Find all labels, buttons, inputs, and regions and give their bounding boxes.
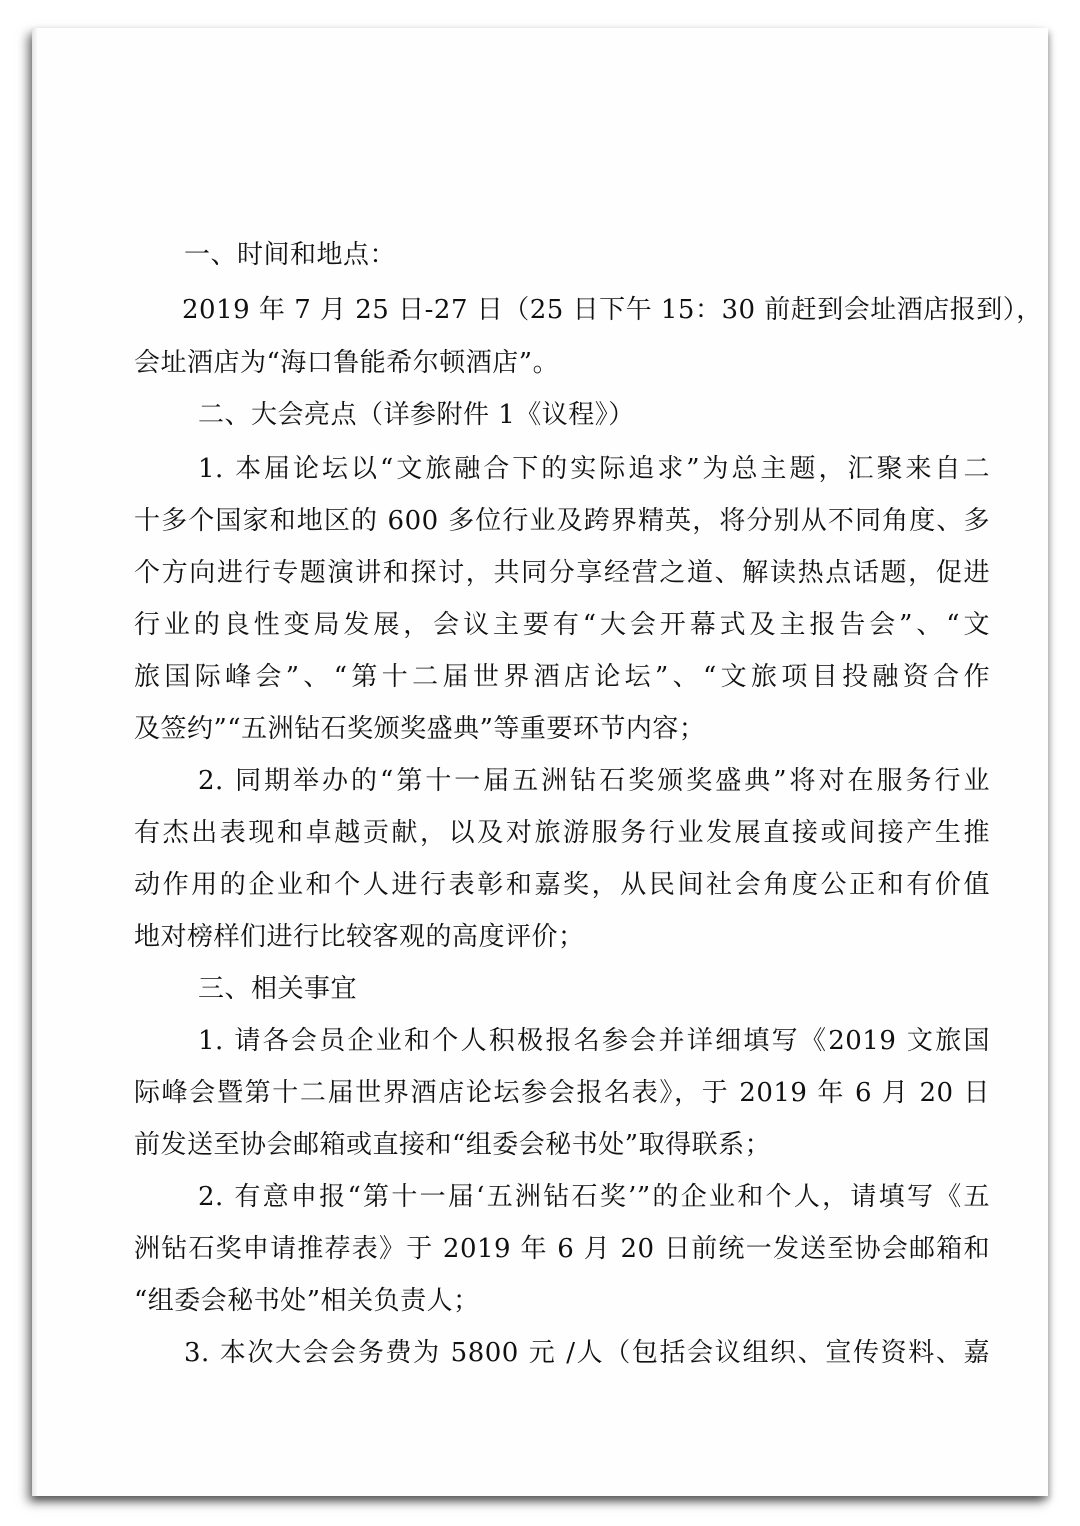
paragraph-line: 个方向进行专题演讲和探讨，共同分享经营之道、解读热点话题，促进 [134,558,990,588]
paragraph-line: 际峰会暨第十二届世界酒店论坛参会报名表》，于 2019 年 6 月 20 日 [134,1078,990,1108]
paragraph-line: 十多个国家和地区的 600 多位行业及跨界精英，将分别从不同角度、多 [134,506,990,536]
paragraph-line: 及签约”“五洲钻石奖颁奖盛典”等重要环节内容； [134,714,706,744]
paragraph-line: 洲钻石奖申请推荐表》于 2019 年 6 月 20 日前统一发送至协会邮箱和 [134,1234,990,1264]
paragraph-line: 2019 年 7 月 25 日-27 日（25 日下午 15：30 前赶到会址酒店报到）， [182,295,1043,325]
paragraph-line: 前发送至协会邮箱或直接和“组委会秘书处”取得联系； [134,1130,772,1160]
paragraph-line: 动作用的企业和个人进行表彰和嘉奖，从民间社会角度公正和有价值 [134,870,990,900]
section-heading-time-location: 一、时间和地点： [184,240,397,270]
paragraph-line: 会址酒店为“海口鲁能希尔顿酒店”。 [134,348,560,378]
paragraph-line: 地对榜样们进行比较客观的高度评价； [134,922,585,952]
paragraph-line: 旅国际峰会”、“第十二届世界酒店论坛”、“文旅项目投融资合作 [134,662,990,692]
paragraph-line: 2. 同期举办的“第十一届五洲钻石奖颁奖盛典”将对在服务行业 [198,766,990,796]
paragraph-line: 1. 请各会员企业和个人积极报名参会并详细填写《2019 文旅国 [198,1026,990,1056]
paragraph-line: 行业的良性变局发展，会议主要有“大会开幕式及主报告会”、“文 [134,610,990,640]
paragraph-line: 2. 有意申报“第十一届‘五洲钻石奖’”的企业和个人，请填写《五 [198,1182,990,1212]
document-page [32,28,1048,1496]
section-heading-related-matters: 三、相关事宜 [198,974,358,1004]
paragraph-line: 有杰出表现和卓越贡献，以及对旅游服务行业发展直接或间接产生推 [134,818,990,848]
section-heading-highlights: 二、大会亮点（详参附件 1《议程》） [198,400,635,430]
paragraph-line: 3. 本次大会会务费为 5800 元 /人（包括会议组织、宣传资料、嘉 [184,1338,990,1368]
paragraph-line: “组委会秘书处”相关负责人； [134,1286,480,1316]
paragraph-line: 1. 本届论坛以“文旅融合下的实际追求”为总主题，汇聚来自二 [198,454,990,484]
